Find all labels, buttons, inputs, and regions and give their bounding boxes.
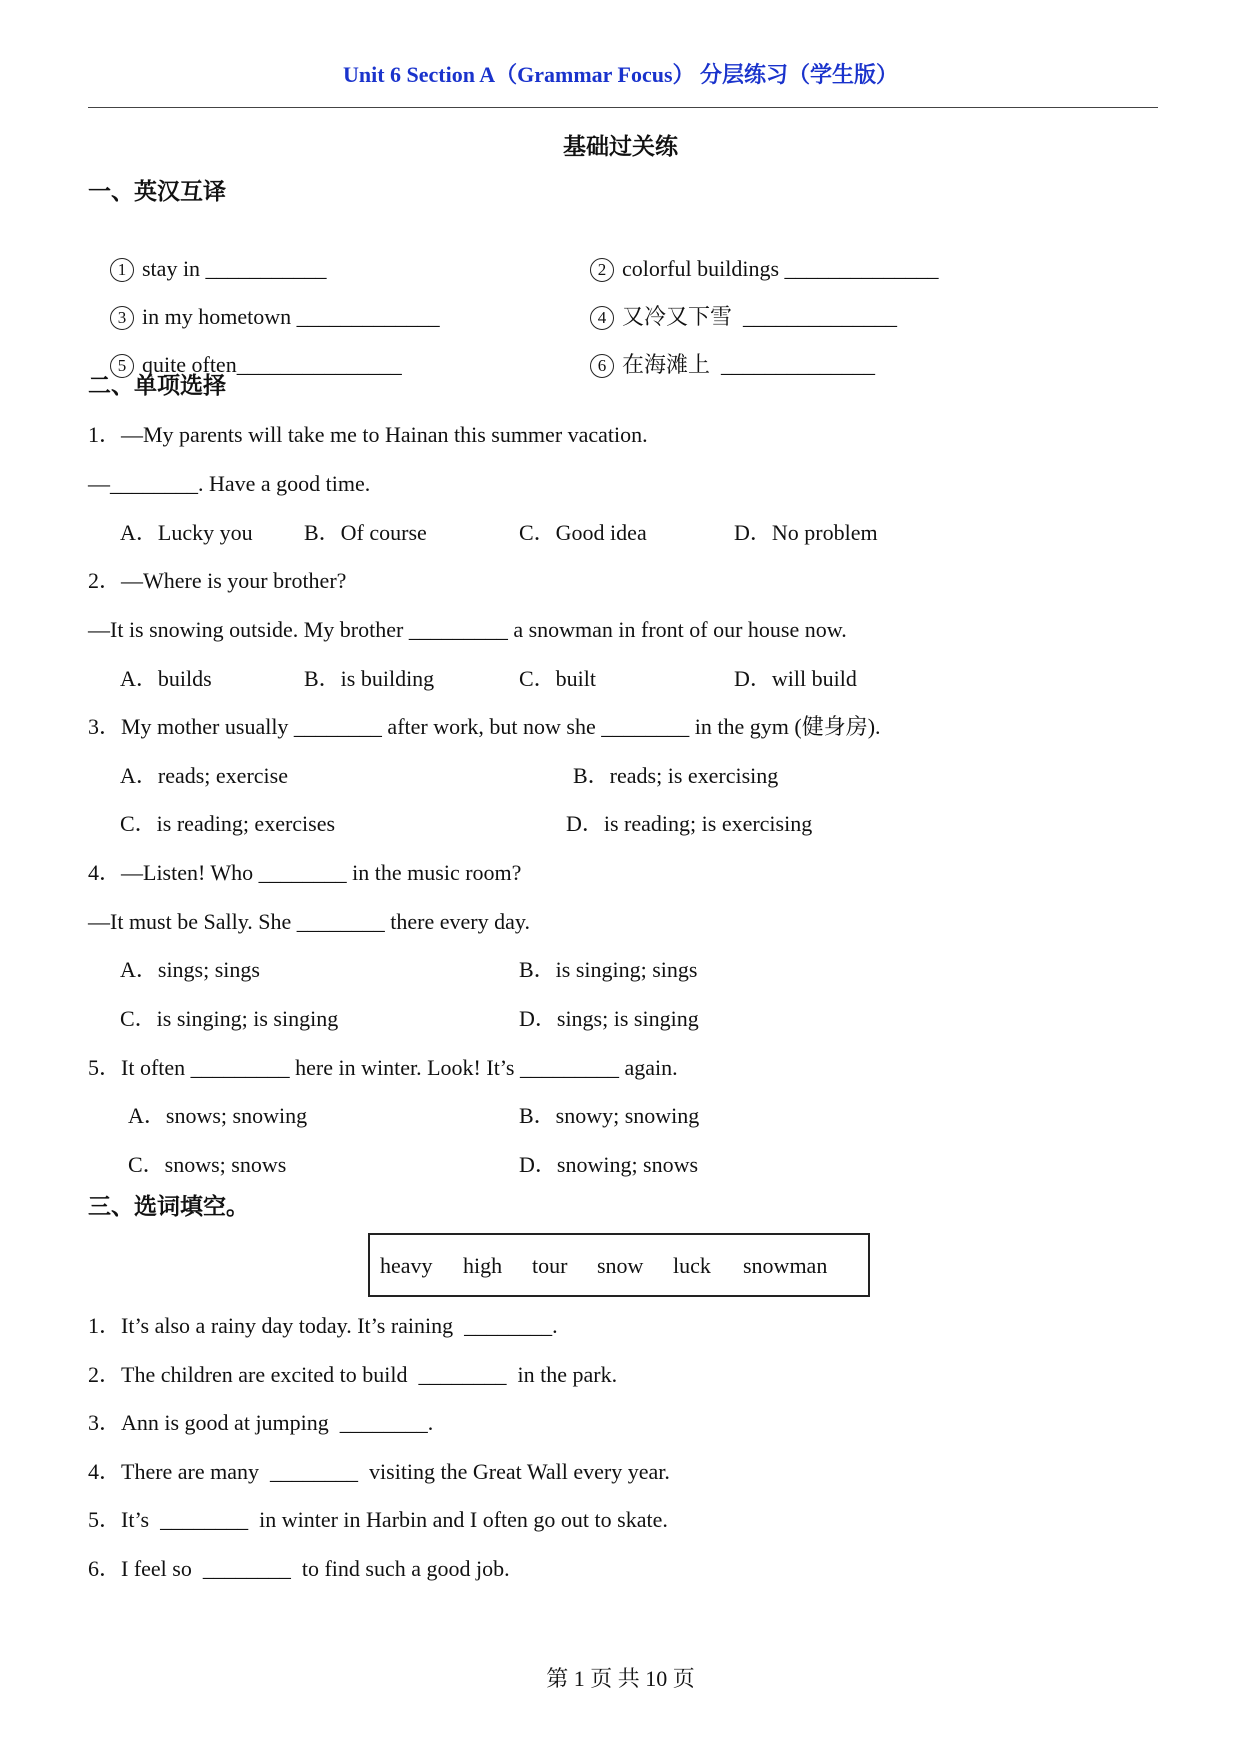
- part3-heading: 三、选词填空。: [88, 1194, 249, 1219]
- question-2-option-a: A．builds: [120, 666, 212, 691]
- question-1-line-2: —________. Have a good time.: [88, 471, 371, 496]
- translation-item-6: [568, 323, 875, 407]
- question-2-line-2: —It is snowing outside. My brother _________ a snowman in front of our house now.: [88, 617, 847, 642]
- translation-item-text: colorful buildings ______________: [622, 256, 939, 281]
- question-2-option-b: B．is building: [304, 666, 435, 691]
- word-bank-box: [368, 1233, 870, 1297]
- word-bank-word: snow: [597, 1253, 644, 1278]
- question-5-option-d: D．snowing; snows: [519, 1152, 699, 1177]
- word-bank-word: heavy: [380, 1253, 433, 1278]
- fill-in-item-1: 1．It’s also a rainy day today. It’s raining ________.: [88, 1313, 558, 1338]
- word-bank-word: snowman: [743, 1253, 828, 1278]
- question-5-option-c: C．snows; snows: [128, 1152, 287, 1177]
- question-3-option-a: A．reads; exercise: [120, 763, 288, 788]
- item-number-circle: 3: [110, 306, 134, 330]
- question-3-line-1: 3．My mother usually ________ after work, but now she ________ in the gym (健身房).: [88, 714, 881, 739]
- fill-in-item-6: 6．I feel so ________ to find such a good job.: [88, 1556, 510, 1581]
- question-2-option-d: D．will build: [734, 666, 857, 691]
- question-2-line-1: 2．—Where is your brother?: [88, 568, 347, 593]
- item-number-circle: 5: [110, 354, 134, 378]
- question-3-option-c: C．is reading; exercises: [120, 811, 336, 836]
- word-bank-word: tour: [532, 1253, 568, 1278]
- question-5-option-b: B．snowy; snowing: [519, 1103, 700, 1128]
- item-number-circle: 6: [590, 354, 614, 378]
- item-number-circle: 4: [590, 306, 614, 330]
- question-4-line-2: —It must be Sally. She ________ there every day.: [88, 909, 530, 934]
- part1-heading: 一、英汉互译: [88, 179, 226, 204]
- question-4-option-b: B．is singing; sings: [519, 957, 698, 982]
- question-4-option-d: D．sings; is singing: [519, 1006, 699, 1031]
- question-3-option-d: D．is reading; is exercising: [566, 811, 813, 836]
- fill-in-item-2: 2．The children are excited to build ________ in the park.: [88, 1362, 618, 1387]
- word-bank-word: luck: [673, 1253, 711, 1278]
- question-5-line-1: 5．It often _________ here in winter. Look! It’s _________ again.: [88, 1055, 678, 1080]
- question-5-option-a: A．snows; snowing: [128, 1103, 308, 1128]
- question-4-option-c: C．is singing; is singing: [120, 1006, 339, 1031]
- translation-item-text: stay in ___________: [142, 256, 327, 281]
- translation-item-text: in my hometown _____________: [142, 304, 440, 329]
- question-4-option-a: A．sings; sings: [120, 957, 260, 982]
- header-divider: [88, 107, 1158, 108]
- translation-item-text: 又冷又下雪 ______________: [622, 304, 898, 329]
- question-3-option-b: B．reads; is exercising: [573, 763, 779, 788]
- word-bank-word: high: [463, 1253, 503, 1278]
- page-header: Unit 6 Section A（Grammar Focus） 分层练习（学生版）: [342, 62, 899, 87]
- question-2-option-c: C．built: [519, 666, 597, 691]
- question-1-line-1: 1．—My parents will take me to Hainan this summer vacation.: [88, 422, 648, 447]
- question-1-option-a: A．Lucky you: [120, 520, 253, 545]
- fill-in-item-3: 3．Ann is good at jumping ________.: [88, 1410, 434, 1435]
- section-title: 基础过关练: [563, 134, 678, 159]
- page-footer: 第 1 页 共 10 页: [546, 1666, 695, 1691]
- question-4-line-1: 4．—Listen! Who ________ in the music room?: [88, 860, 522, 885]
- item-number-circle: 1: [110, 258, 134, 282]
- question-1-option-c: C．Good idea: [519, 520, 647, 545]
- fill-in-item-4: 4．There are many ________ visiting the Great Wall every year.: [88, 1459, 670, 1484]
- item-number-circle: 2: [590, 258, 614, 282]
- translation-item-text: quite often_______________: [142, 352, 402, 377]
- part2-heading: 二、单项选择: [88, 373, 226, 398]
- translation-item-text: 在海滩上 ______________: [622, 352, 876, 377]
- question-1-option-d: D．No problem: [734, 520, 878, 545]
- fill-in-item-5: 5．It’s ________ in winter in Harbin and I often go out to skate.: [88, 1507, 668, 1532]
- question-1-option-b: B．Of course: [304, 520, 427, 545]
